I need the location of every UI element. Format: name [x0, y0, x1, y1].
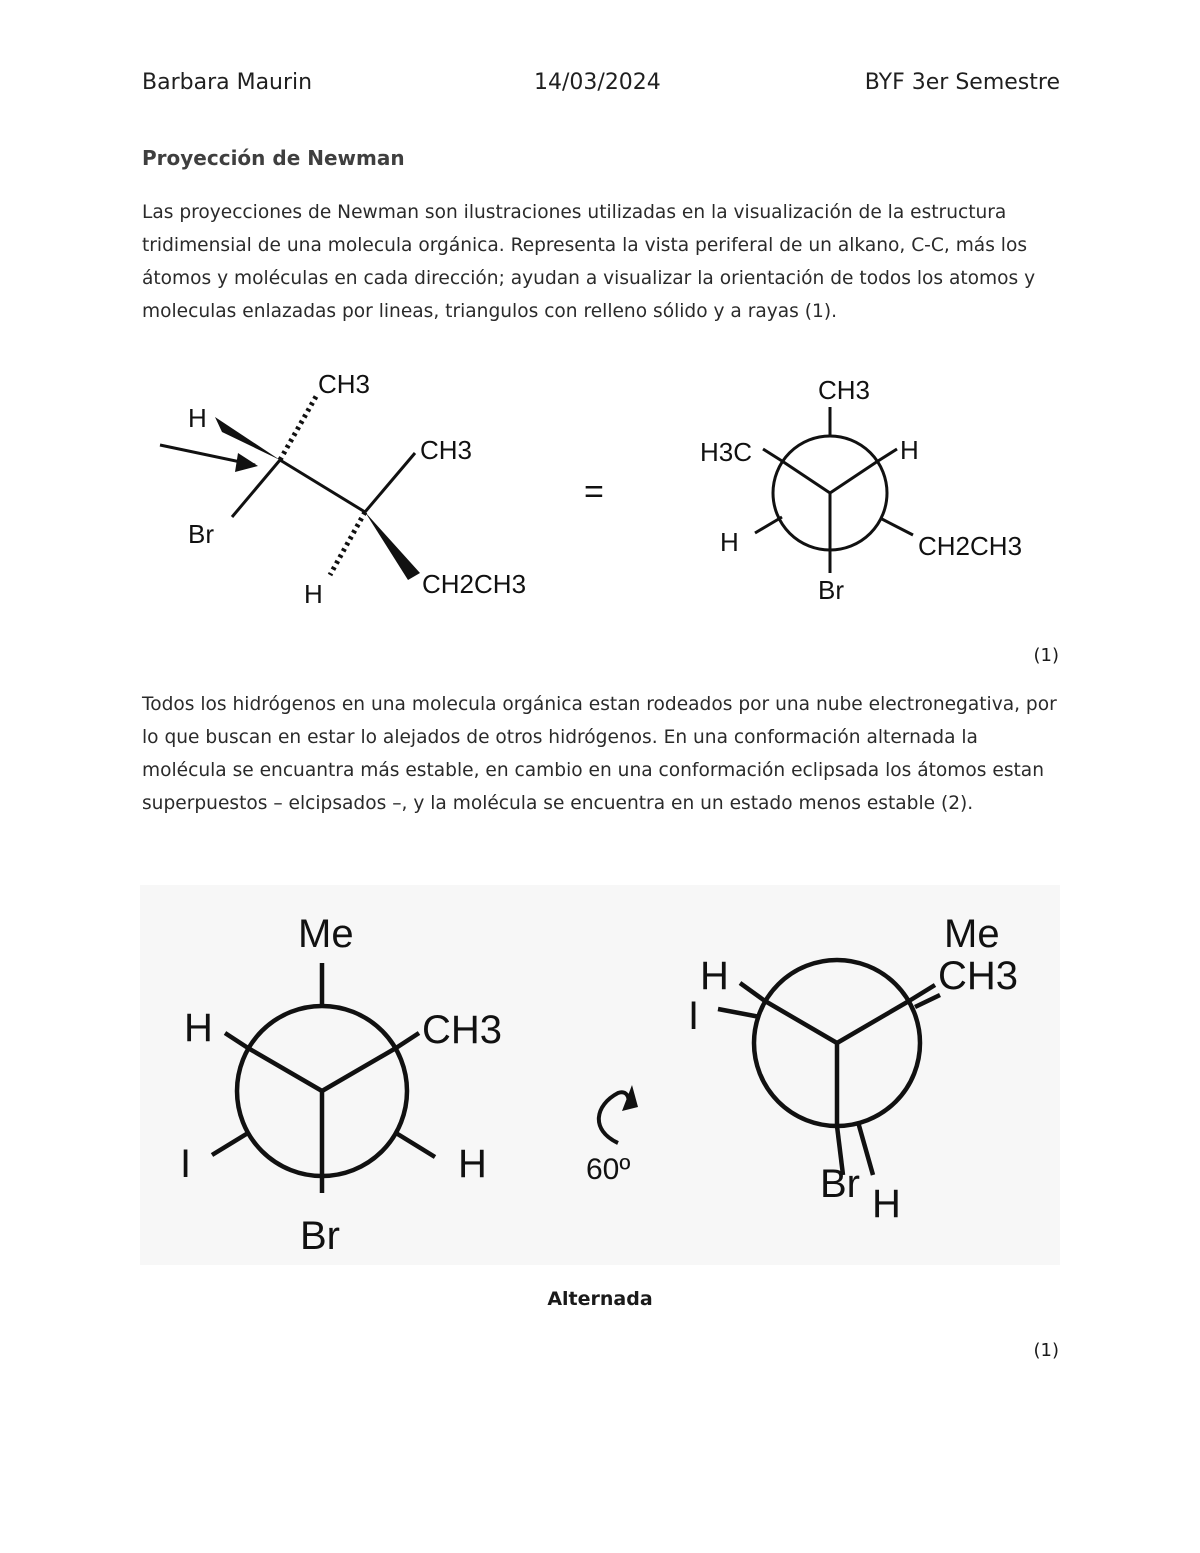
newman-label: H [900, 435, 919, 465]
sawhorse-label: Br [188, 519, 214, 549]
newman-label: H [720, 527, 739, 557]
staggered-label: H [184, 1006, 213, 1050]
figure2-citation: (1) [1033, 1340, 1059, 1361]
newman-label: CH3 [818, 375, 871, 405]
section-title: Proyección de Newman [142, 146, 405, 170]
newman-label: H3C [700, 437, 753, 467]
eclipsed-label: CH3 [938, 954, 1019, 998]
sawhorse-label: H [304, 579, 323, 609]
figure1-citation: (1) [1033, 645, 1059, 666]
staggered-label: Me [298, 912, 354, 956]
rotation-label: 60º [586, 1153, 631, 1186]
rotation-arrow [599, 1092, 629, 1143]
sawhorse-label: CH3 [420, 435, 473, 465]
sawhorse-label: CH2CH3 [422, 569, 527, 599]
eclipsed-label: H [872, 1182, 901, 1226]
staggered-label: I [180, 1142, 192, 1186]
newman-figure-2 [140, 885, 1060, 1265]
page-header [142, 70, 1060, 100]
staggered-label: CH3 [422, 1008, 503, 1052]
conformation-paragraph: Todos los hidrógenos en una molecula orgánica estan rodeados por una nube electronegativa, por lo que buscan en estar lo alejados de otros hidrógenos. En una conformación alternada la molécula se encuantra más estable, en cambio en una conformación eclipsada los átomos estan superpuestos – elcipsados –, y la molécula se encuentra en un estado menos estable (2). [142, 694, 1057, 814]
newman-label: Br [818, 575, 844, 605]
newman-label: CH2CH3 [918, 531, 1023, 561]
eclipsed-label: I [688, 994, 700, 1038]
eclipsed-label: H [700, 954, 729, 998]
eclipsed-label: Br [820, 1162, 860, 1206]
author-name: Barbara Maurin [142, 70, 313, 95]
document-date: 14/03/2024 [534, 70, 661, 95]
staggered-label: H [458, 1142, 487, 1186]
eclipsed-label: Me [944, 912, 1000, 956]
sawhorse-label: CH3 [318, 369, 371, 399]
newman-figure-1 [140, 355, 1060, 620]
equals-sign: = [584, 473, 604, 511]
intro-paragraph: Las proyecciones de Newman son ilustraciones utilizadas en la visualización de la estructura tridimensial de una molecula orgánica. Representa la vista periferal de un alkano, C-C, más los átomos y moléculas en cada dirección; ayudan a visualizar la orientación de todos los atomos y moleculas enlazadas por lineas, triangulos con relleno sólido y a rayas (1). [142, 202, 1036, 322]
sawhorse-label: H [188, 403, 207, 433]
staggered-label: Br [300, 1214, 340, 1258]
newman-projection [755, 407, 913, 573]
rotation-arrowhead [622, 1085, 638, 1111]
staggered-conformation [212, 963, 435, 1193]
course-name: BYF 3er Semestre [864, 70, 1060, 95]
figure2-caption: Alternada [547, 1288, 653, 1310]
eclipsed-conformation [718, 960, 940, 1175]
